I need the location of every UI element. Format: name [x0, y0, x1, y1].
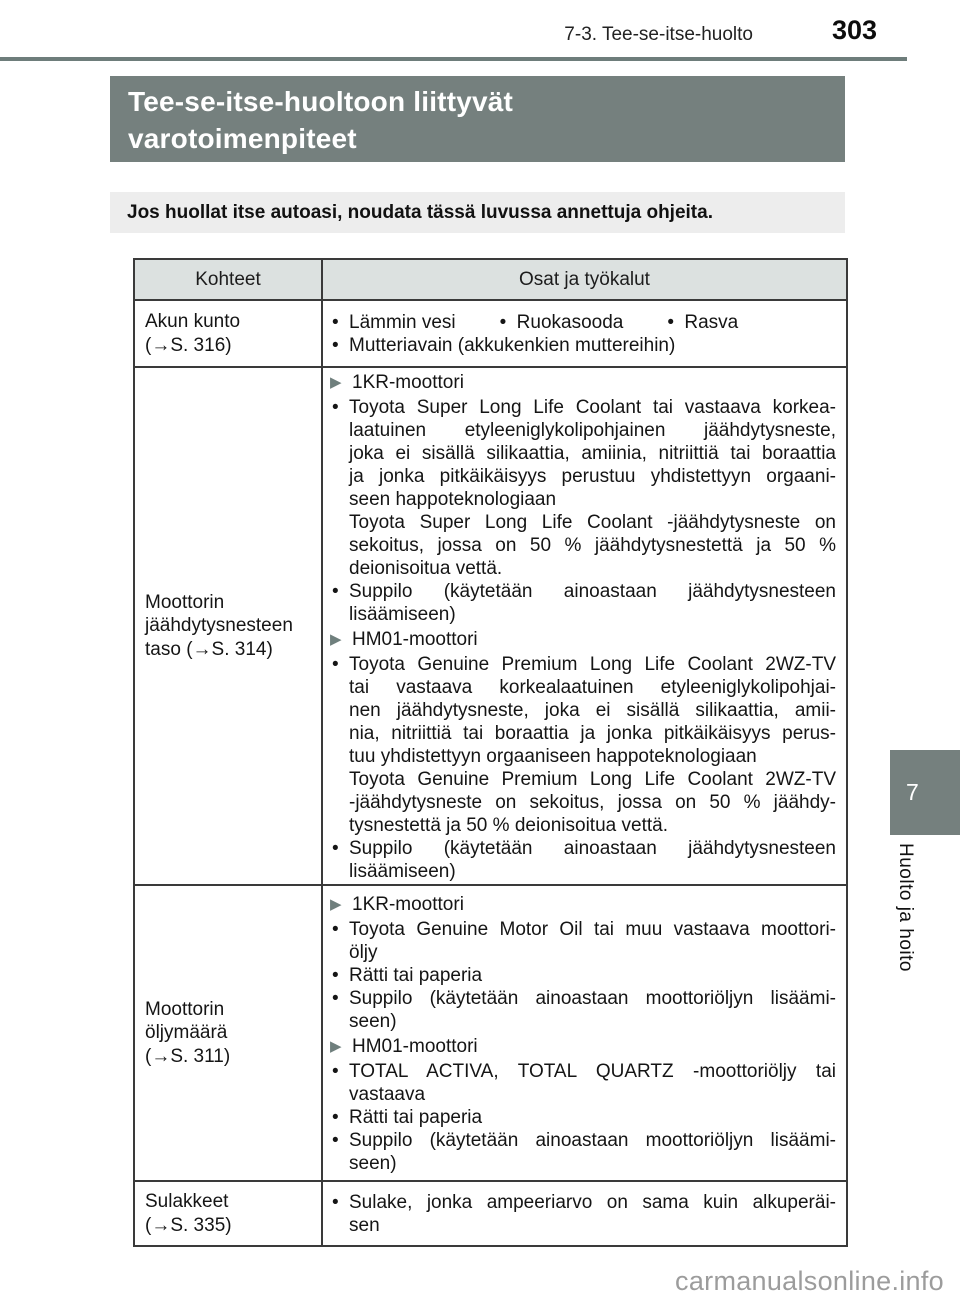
bullet-line: sekoitus, jossa on 50 % jäähdytysnestettä ja 50 % — [349, 535, 836, 556]
bullet-line: Suppilo (käytetään ainoastaan moottoriöljyn lisäämi- — [349, 988, 836, 1009]
engine-variant-label: HM01-moottori — [352, 1036, 478, 1057]
bullet-icon: • — [332, 1130, 339, 1151]
bullet-item — [330, 334, 836, 357]
bullet-icon: • — [332, 654, 339, 675]
table-row — [135, 884, 846, 1180]
bullet-line: Suppilo (käytetään ainoastaan moottoriöljyn lisäämi- — [349, 1130, 836, 1151]
bullet-line: seen happoteknologiaan — [349, 489, 557, 510]
header-section-title: 7-3. Tee-se-itse-huolto — [564, 24, 753, 45]
table-row — [135, 1180, 846, 1245]
bullet-line: Rätti tai paperia — [349, 1107, 483, 1128]
bullet-line: tuu yhdistettyyn orgaaniseen happoteknologiaan — [349, 746, 757, 767]
column-header-osat-ja-tyokalut: Osat ja työkalut — [519, 268, 650, 290]
engine-variant-item — [330, 371, 836, 394]
bullet-item — [330, 396, 836, 580]
arrow-marker-icon: ▶ — [330, 374, 342, 391]
header-page-number: 303 — [831, 15, 877, 45]
bullet-item — [330, 1129, 836, 1175]
bullet-item — [330, 964, 836, 987]
item-line: (→S. 335) — [145, 1214, 232, 1236]
bullet-line: nen jäähdytysneste, joka ei sisällä silikaattia, amii- — [349, 700, 836, 721]
bullet-icon: • — [332, 965, 339, 986]
bullet-line: Toyota Genuine Premium Long Life Coolant 2WZ-TV — [349, 769, 836, 790]
bullet-line: Sulake, jonka ampeeriarvo on sama kuin alkuperäi- — [349, 1191, 836, 1213]
bullet-inline-item — [665, 311, 738, 334]
bullet-icon: • — [332, 988, 339, 1009]
bullet-text — [349, 580, 836, 626]
bullet-item — [330, 918, 836, 964]
item-line: Moottorin — [145, 998, 225, 1020]
table-row — [135, 366, 846, 884]
arrow-marker-icon: ▶ — [330, 1038, 342, 1055]
bullet-line: deionisoitua vettä. — [349, 558, 503, 579]
bullet-line: laatuinen etyleeniglykolipohjainen jäähdytysneste, — [349, 420, 836, 441]
item-cell — [135, 301, 323, 366]
tools-cell — [323, 301, 846, 366]
bullet-icon: • — [332, 311, 339, 333]
engine-variant-label: 1KR-moottori — [352, 372, 464, 393]
bullet-line: -jäähdytysneste on sekoitus, jossa on 50 % jäähdy- — [349, 792, 836, 813]
item-line: Sulakkeet — [145, 1191, 229, 1212]
item-cell — [135, 1182, 323, 1245]
bullet-text — [349, 918, 836, 964]
item-line: (→S. 311) — [145, 1045, 231, 1067]
item-line: Akun kunto — [145, 311, 241, 332]
bullet-item — [330, 653, 836, 837]
bullet-text — [349, 396, 836, 580]
page-title-line-2: varotoimenpiteet — [128, 123, 357, 154]
bullet-item — [330, 580, 836, 626]
bullet-text: Lämmin vesi — [349, 311, 456, 333]
notice-banner: Jos huollat itse autoasi, noudata tässä luvussa annettuja ohjeita. — [110, 192, 845, 233]
tools-cell — [323, 1182, 846, 1245]
bullet-text — [349, 1060, 836, 1106]
bullet-line: Toyota Genuine Motor Oil tai muu vastaava moottori- — [349, 919, 836, 940]
bullet-text — [349, 987, 836, 1033]
bullet-line: tysnestettä ja 50 % deionisoitua vettä. — [349, 815, 668, 836]
chapter-label-vertical: Huolto ja hoito — [895, 843, 916, 972]
bullet-line: nia, nitriittiä tai boraattia ja jonka pitkäikäisyys perus- — [349, 723, 836, 744]
bullet-item — [330, 1106, 836, 1129]
engine-variant-item — [330, 1035, 836, 1058]
bullet-icon: • — [332, 1191, 339, 1213]
item-line: (→S. 316) — [145, 334, 232, 356]
item-line: taso (→S. 314) — [145, 638, 273, 660]
arrow-marker-icon: ▶ — [330, 631, 342, 648]
bullet-icon: • — [332, 1107, 339, 1128]
bullet-line: lisäämiseen) — [349, 861, 456, 882]
column-header-kohteet: Kohteet — [135, 260, 323, 299]
item-cell — [135, 886, 323, 1180]
bullet-line: seen) — [349, 1153, 397, 1174]
bullet-icon: • — [332, 397, 339, 418]
watermark: carmanualsonline.info — [675, 1266, 944, 1296]
bullet-text — [349, 653, 836, 837]
bullet-text — [349, 334, 836, 357]
bullet-item — [330, 987, 836, 1033]
bullet-inline-item — [498, 311, 624, 334]
bullet-line: Toyota Genuine Premium Long Life Coolant 2WZ-TV — [349, 654, 836, 675]
item-line: Moottorin — [145, 591, 225, 613]
bullet-line: lisäämiseen) — [349, 604, 456, 625]
tools-cell — [323, 368, 846, 884]
item-line: jäähdytysnesteen — [145, 615, 293, 637]
bullet-line: Mutteriavain (akkukenkien muttereihin) — [349, 334, 676, 356]
bullet-line: seen) — [349, 1011, 397, 1032]
bullet-inline-item — [330, 311, 456, 334]
engine-variant-label: HM01-moottori — [352, 629, 478, 650]
bullet-line: Rätti tai paperia — [349, 965, 483, 986]
bullet-text — [349, 1129, 836, 1175]
bullet-item — [330, 837, 836, 883]
bullet-icon: • — [332, 581, 339, 602]
bullet-line: Suppilo (käytetään ainoastaan jäähdytysnesteen — [349, 581, 836, 602]
engine-variant-label: 1KR-moottori — [352, 894, 464, 915]
item-line: öljymäärä — [145, 1022, 228, 1044]
bullet-line: Toyota Super Long Life Coolant tai vastaava korkea- — [349, 397, 836, 418]
bullet-item — [330, 1060, 836, 1106]
bullet-inline-row — [330, 311, 836, 334]
bullet-text: Ruokasooda — [516, 311, 624, 333]
bullet-line: Toyota Super Long Life Coolant -jäähdytysneste on — [349, 512, 836, 533]
bullet-text — [349, 964, 836, 987]
engine-variant-item — [330, 893, 836, 916]
bullet-line: tai vastaava korkealaatuinen etyleeniglykolipohjai- — [349, 677, 836, 698]
bullet-icon: • — [332, 334, 339, 356]
table-row — [135, 299, 846, 366]
bullet-icon: • — [667, 311, 675, 333]
maintenance-table — [133, 258, 848, 1247]
item-cell — [135, 368, 323, 884]
bullet-line: öljy — [349, 942, 378, 963]
bullet-line: sen — [349, 1214, 380, 1236]
bullet-line: vastaava — [349, 1084, 426, 1105]
engine-variant-item — [330, 628, 836, 651]
bullet-text — [349, 1106, 836, 1129]
chapter-title-block — [110, 76, 845, 162]
bullet-text — [349, 1191, 836, 1237]
tools-cell — [323, 886, 846, 1180]
page-title-line-1: Tee-se-itse-huoltoon liittyvät — [128, 86, 514, 117]
bullet-icon: • — [332, 838, 339, 859]
bullet-icon: • — [499, 311, 507, 333]
bullet-line: TOTAL ACTIVA, TOTAL QUARTZ -moottoriöljy tai — [349, 1061, 836, 1082]
arrow-marker-icon: ▶ — [330, 896, 342, 913]
bullet-icon: • — [332, 919, 339, 940]
bullet-line: ja jonka pitkäikäisyys perustuu yhdistettyyn orgaani- — [349, 466, 836, 487]
bullet-text — [349, 837, 836, 883]
table-header-row — [135, 260, 846, 299]
bullet-icon: • — [332, 1061, 339, 1082]
bullet-line: joka ei sisällä silikaattia, amiinia, nitriittiä tai boraattia — [349, 443, 836, 464]
bullet-line: Suppilo (käytetään ainoastaan jäähdytysnesteen — [349, 838, 836, 859]
bullet-item — [330, 1191, 836, 1237]
chapter-tab — [890, 750, 960, 835]
header-rule — [0, 57, 907, 61]
chapter-number: 7 — [906, 779, 919, 805]
bullet-text: Rasva — [684, 311, 739, 333]
